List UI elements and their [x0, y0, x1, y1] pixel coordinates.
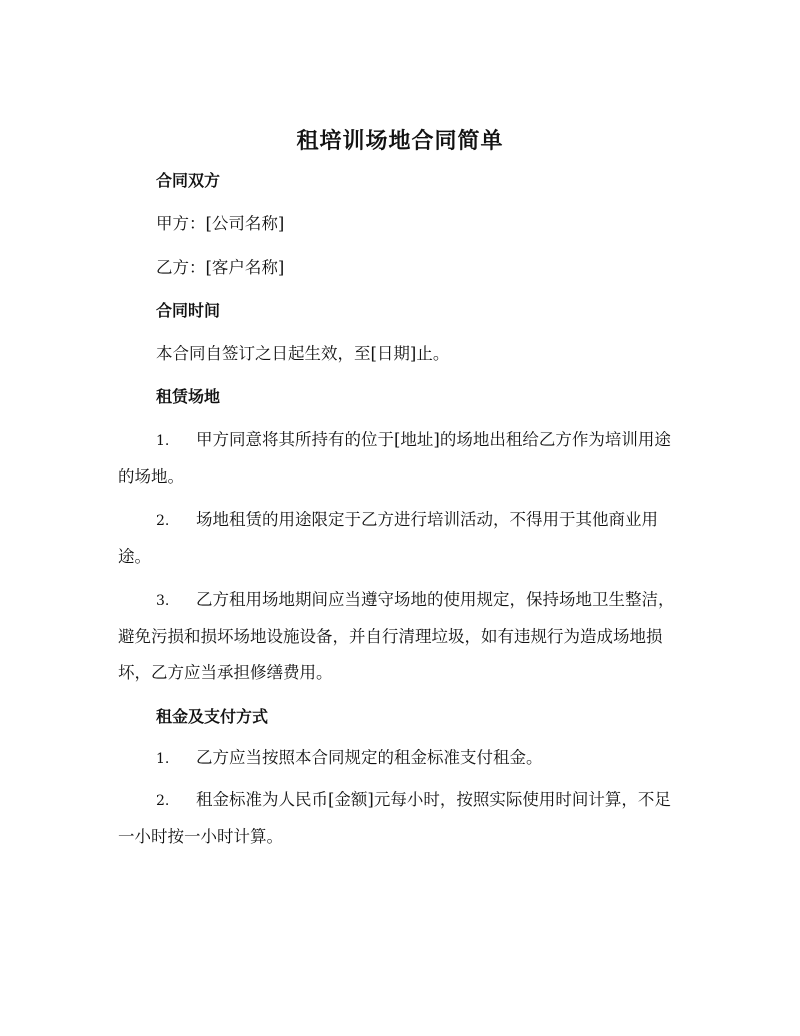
list-number: 2.: [156, 513, 170, 529]
party-b-line: 乙方：[客户名称]: [156, 258, 285, 277]
list-number: 1.: [156, 433, 170, 449]
list-item-text: 甲方同意将其所持有的位于[地址]的场地出租给乙方作为培训用途的场地。: [118, 430, 671, 486]
list-number: 3.: [156, 593, 170, 609]
venue-item-1: [118, 422, 678, 495]
list-number: 2.: [156, 793, 170, 809]
list-number: 1.: [156, 751, 170, 767]
venue-item-3: [118, 582, 678, 691]
document-title: 租培训场地合同简单: [296, 128, 504, 154]
term-text: 本合同自签订之日起生效，至[日期]止。: [156, 344, 450, 363]
payment-item-1: [118, 740, 678, 777]
payment-item-2: [118, 782, 678, 855]
list-item-text: 乙方租用场地期间应当遵守场地的使用规定，保持场地卫生整洁，避免污损和损坏场地设施设备，并自行清理垃圾，如有违规行为造成场地损坏，乙方应当承担修缮费用。: [118, 590, 675, 682]
list-item-text: 场地租赁的用途限定于乙方进行培训活动，不得用于其他商业用途。: [118, 510, 658, 566]
list-item-text: 乙方应当按照本合同规定的租金标准支付租金。: [196, 748, 543, 767]
section-heading-term: 合同时间: [156, 301, 221, 320]
venue-item-2: [118, 502, 678, 575]
list-item-text: 租金标准为人民币[金额]元每小时，按照实际使用时间计算，不足一小时按一小时计算。: [118, 790, 671, 846]
section-heading-venue: 租赁场地: [156, 387, 221, 406]
party-a-line: 甲方：[公司名称]: [156, 214, 285, 233]
section-heading-parties: 合同双方: [156, 171, 221, 190]
section-heading-payment: 租金及支付方式: [156, 707, 269, 726]
